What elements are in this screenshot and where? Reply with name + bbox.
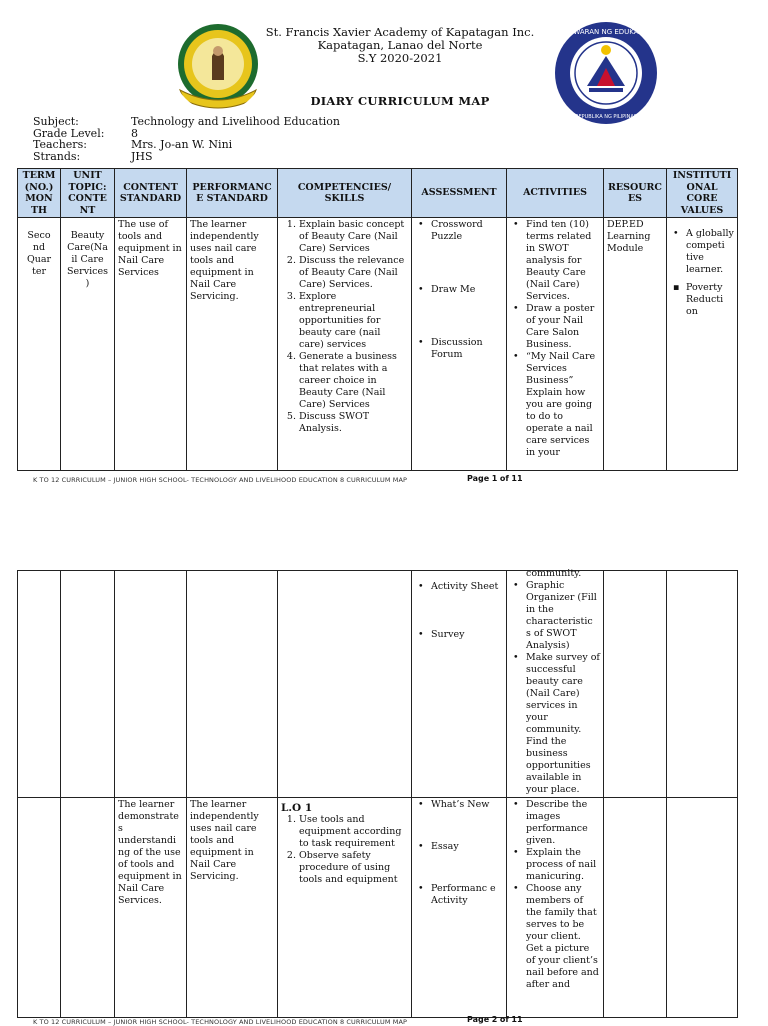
header-topic: UNIT TOPIC: CONTE NT bbox=[61, 169, 115, 218]
activity-continued: community. bbox=[526, 568, 582, 579]
header-activities: ACTIVITIES bbox=[507, 169, 604, 218]
page-footer-text: K TO 12 CURRICULUM – JUNIOR HIGH SCHOOL- TECHNOLOGY AND LIVELIHOOD EDUCATION 8 CURRICULUM MAP bbox=[33, 1018, 408, 1026]
competency-item: 2. Observe safety procedure of using tools and equipment bbox=[299, 850, 408, 886]
assessment-cell bbox=[412, 571, 507, 798]
header-assessment: ASSESSMENT bbox=[412, 169, 507, 218]
page-1 bbox=[0, 0, 768, 500]
competency-item: 1. Explain basic concept of Beauty Care (Nail Care) Services bbox=[299, 219, 408, 255]
school-header bbox=[200, 26, 600, 65]
performance-standard-cell: The learner independently uses nail care tools and equipment in Nail Care Servicing. bbox=[187, 218, 278, 471]
subject-info bbox=[33, 116, 340, 162]
page-number: Page 1 of 11 bbox=[467, 474, 523, 483]
competency-item: 2. Discuss the relevance of Beauty Care (Nail Care) Services. bbox=[299, 255, 408, 291]
assessment-item: • What’s New bbox=[427, 799, 503, 811]
deped-logo-text: KAGAWARAN NG EDUKASYON bbox=[554, 28, 658, 36]
meta-grade: Grade Level: 8 bbox=[33, 126, 138, 140]
header-term: TERM (NO.) MON TH bbox=[18, 169, 61, 218]
curriculum-table-page-2 bbox=[17, 570, 738, 1018]
page-number: Page 2 of 11 bbox=[467, 1015, 523, 1024]
activities-cell bbox=[507, 568, 604, 798]
activity-item: • Explain the process of nail manicuring. bbox=[522, 847, 600, 883]
competencies-cell bbox=[278, 218, 412, 471]
deped-logo-subtext: REPUBLIKA NG PILIPINAS bbox=[575, 114, 637, 120]
activity-item: • Choose any members of the family that serves to be your client. Get a picture of your client’s nail before and after and bbox=[522, 883, 600, 991]
core-values-cell bbox=[667, 218, 738, 471]
document-title: DIARY CURRICULUM MAP bbox=[310, 94, 490, 108]
meta-teacher: Teachers: Mrs. Jo-an W. Nini bbox=[33, 138, 233, 151]
assessment-item: • Essay bbox=[427, 841, 503, 853]
resources-cell: DEP.ED Learning Module bbox=[604, 218, 667, 471]
school-name: St. Francis Xavier Academy of Kapatagan Inc. bbox=[265, 25, 535, 39]
activities-cell bbox=[507, 218, 604, 471]
assessment-cell bbox=[412, 798, 507, 1018]
header-core-values: INSTITUTI ONAL CORE VALUES bbox=[667, 169, 738, 218]
activity-item: • Graphic Organizer (Fill in the characteristic s of SWOT Analysis) bbox=[522, 580, 600, 652]
competencies-cell bbox=[278, 798, 412, 1018]
competency-item: 4. Generate a business that relates with a career choice in Beauty Care (Nail Care) Services bbox=[299, 351, 408, 411]
school-address: Kapatagan, Lanao del Norte bbox=[317, 38, 483, 52]
assessment-item: • Activity Sheet bbox=[427, 581, 503, 593]
activity-item: • Draw a poster of your Nail Care Salon Business. bbox=[522, 303, 600, 351]
performance-standard-cell: The learner independently uses nail care tools and equipment in Nail Care Servicing. bbox=[187, 798, 278, 1018]
table-row bbox=[18, 218, 738, 471]
header-content-standard: CONTENT STANDARD bbox=[115, 169, 187, 218]
assessment-item: • Crossword Puzzle bbox=[427, 219, 503, 243]
assessment-item: • Performanc e Activity bbox=[427, 883, 503, 907]
topic-cell: Beauty Care(Na il Care Services ) bbox=[61, 218, 115, 471]
table-row bbox=[18, 798, 738, 1018]
activity-item: • Find ten (10) terms related in SWOT analysis for Beauty Care (Nail Care) Services. bbox=[522, 219, 600, 303]
school-year: S.Y 2020-2021 bbox=[357, 51, 443, 65]
competency-item: 3. Explore entrepreneurial opportunities for beauty care (nail care) services bbox=[299, 291, 408, 351]
competency-item: 5. Discuss SWOT Analysis. bbox=[299, 411, 408, 435]
content-standard-cell: The learner demonstrate s understandi ng of the use of tools and equipment in Nail Care Services. bbox=[115, 798, 187, 1018]
header-resources: RESOURC ES bbox=[604, 169, 667, 218]
header-performance-standard: PERFORMANC E STANDARD bbox=[187, 169, 278, 218]
learning-outcome-heading: L.O 1 bbox=[281, 802, 313, 814]
meta-subject: Subject: Technology and Livelihood Education bbox=[33, 115, 340, 128]
table-header-row bbox=[18, 169, 738, 218]
activity-item: • Make survey of successful beauty care (Nail Care) services in your community. Find the business opportunities available in your place. bbox=[522, 652, 600, 796]
core-value-item: • A globally competi tive learner. bbox=[682, 228, 734, 276]
assessment-item: • Survey bbox=[427, 629, 503, 641]
activities-cell bbox=[507, 798, 604, 1018]
table-row bbox=[18, 571, 738, 798]
term-cell: Seco nd Quar ter bbox=[18, 218, 61, 471]
header-competencies: COMPETENCIES/ SKILLS bbox=[278, 169, 412, 218]
assessment-item: • Draw Me bbox=[427, 284, 503, 296]
competency-item: 1. Use tools and equipment according to task requirement bbox=[299, 814, 408, 850]
activity-item: • “My Nail Care Services Business” Explain how you are going to do to operate a nail care services in your bbox=[522, 351, 600, 459]
page-footer-text: K TO 12 CURRICULUM – JUNIOR HIGH SCHOOL- TECHNOLOGY AND LIVELIHOOD EDUCATION 8 CURRICULUM MAP bbox=[33, 476, 408, 484]
assessment-cell bbox=[412, 218, 507, 471]
content-standard-cell: The use of tools and equipment in Nail Care Services bbox=[115, 218, 187, 471]
curriculum-table-page-1 bbox=[17, 168, 738, 471]
activity-item: • Describe the images performance given. bbox=[522, 799, 600, 847]
core-value-item: ▪ Poverty Reducti on bbox=[682, 282, 734, 318]
assessment-item: • Discussion Forum bbox=[427, 337, 503, 361]
meta-strand: Strands: JHS bbox=[33, 149, 153, 163]
